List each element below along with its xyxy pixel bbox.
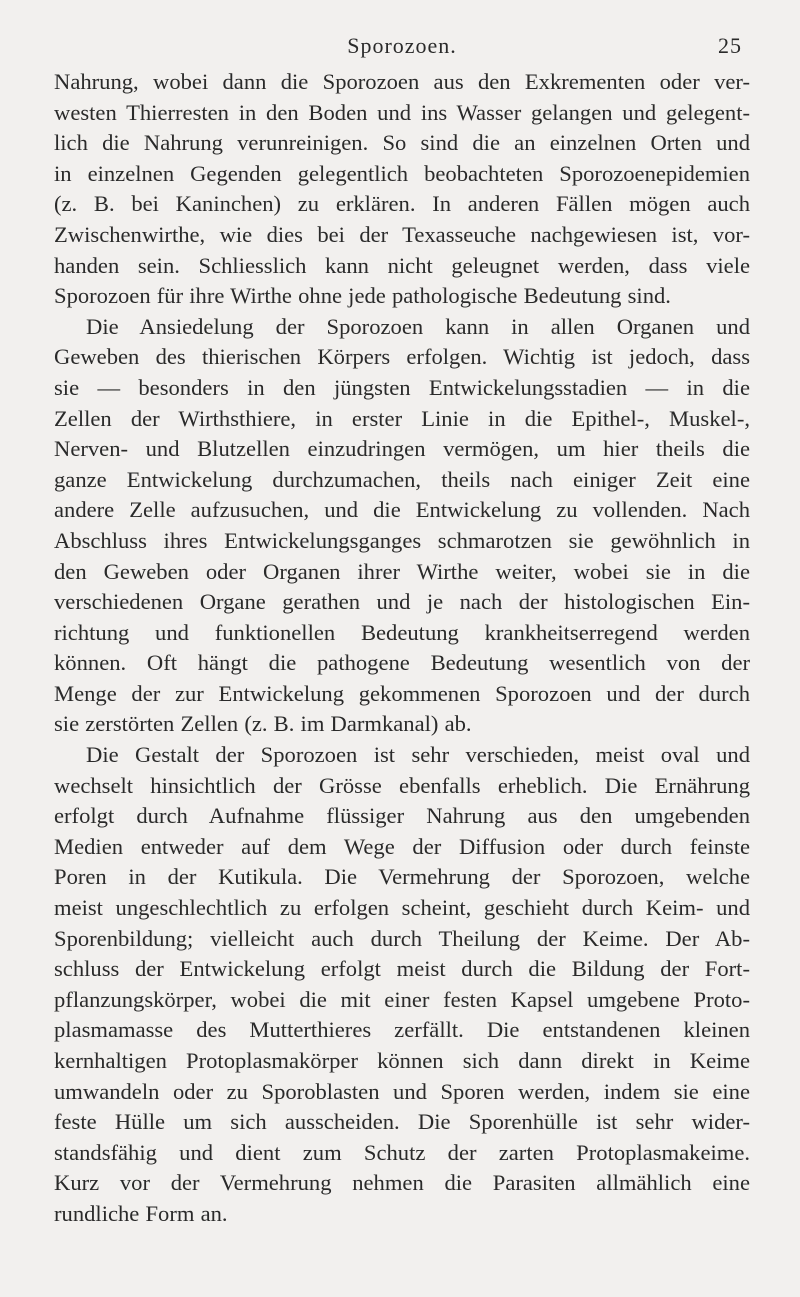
- text-line: feste Hülle um sich ausscheiden. Die Sporenhülle ist sehr wider-: [54, 1109, 750, 1135]
- page-number: 25: [718, 33, 742, 58]
- text-line: ganze Entwickelung durchzumachen, theils nach einiger Zeit eine: [54, 466, 750, 492]
- text-line: rundliche Form an.: [54, 1200, 228, 1226]
- text-line: können. Oft hängt die pathogene Bedeutung wesentlich von der: [54, 650, 750, 676]
- text-line: Zellen der Wirthsthiere, in erster Linie in die Epithel-, Muskel-,: [54, 405, 750, 431]
- text-line: westen Thierresten in den Boden und ins Wasser gelangen und gelegent-: [54, 99, 750, 125]
- text-line: standsfähig und dient zum Schutz der zarten Protoplasmakeime.: [54, 1139, 750, 1165]
- text-line: Abschluss ihres Entwickelungsganges schmarotzen sie gewöhnlich in: [54, 527, 750, 553]
- text-line: Die Ansiedelung der Sporozoen kann in allen Organen und: [86, 313, 750, 339]
- paragraph: [54, 312, 750, 740]
- paragraph: [54, 67, 750, 312]
- text-line: Kurz vor der Vermehrung nehmen die Parasiten allmählich eine: [54, 1170, 750, 1196]
- body-text: [54, 67, 750, 1230]
- text-line: meist ungeschlechtlich zu erfolgen scheint, geschieht durch Keim- und: [54, 895, 750, 921]
- text-line: Sporenbildung; vielleicht auch durch Theilung der Keime. Der Ab-: [54, 925, 750, 951]
- text-line: in einzelnen Gegenden gelegentlich beobachteten Sporozoenepidemien: [54, 160, 750, 186]
- text-line: den Geweben oder Organen ihrer Wirthe weiter, wobei sie in die: [54, 558, 750, 584]
- running-head: [54, 33, 750, 67]
- text-line: Nahrung, wobei dann die Sporozoen aus den Exkrementen oder ver-: [54, 69, 750, 94]
- text-line: Menge der zur Entwickelung gekommenen Sporozoen und der durch: [54, 680, 750, 706]
- text-line: pflanzungskörper, wobei die mit einer festen Kapsel umgebene Proto-: [54, 986, 750, 1012]
- text-line: Nerven- und Blutzellen einzudringen vermögen, um hier theils die: [54, 436, 750, 462]
- text-line: handen sein. Schliesslich kann nicht geleugnet werden, dass viele: [54, 252, 750, 278]
- text-line: plasmamasse des Mutterthieres zerfällt. Die entstandenen kleinen: [54, 1017, 750, 1043]
- text-line: verschiedenen Organe gerathen und je nach der histologischen Ein-: [54, 589, 750, 615]
- paragraph: [54, 740, 750, 1230]
- text-line: erfolgt durch Aufnahme flüssiger Nahrung aus den umgebenden: [54, 803, 750, 829]
- text-line: (z. B. bei Kaninchen) zu erklären. In anderen Fällen mögen auch: [54, 191, 750, 217]
- text-line: Poren in der Kutikula. Die Vermehrung der Sporozoen, welche: [54, 864, 750, 890]
- text-line: Die Gestalt der Sporozoen ist sehr verschieden, meist oval und: [86, 742, 750, 768]
- text-line: richtung und funktionellen Bedeutung krankheitserregend werden: [54, 619, 750, 645]
- text-line: schluss der Entwickelung erfolgt meist durch die Bildung der Fort-: [54, 956, 750, 982]
- text-line: umwandeln oder zu Sporoblasten und Sporen werden, indem sie eine: [54, 1078, 750, 1104]
- text-line: wechselt hinsichtlich der Grösse ebenfalls erheblich. Die Ernährung: [54, 772, 750, 798]
- text-line: Sporozoen für ihre Wirthe ohne jede pathologische Bedeutung sind.: [54, 283, 671, 309]
- text-line: Medien entweder auf dem Wege der Diffusion oder durch feinste: [54, 833, 750, 859]
- text-line: sie zerstörten Zellen (z. B. im Darmkanal) ab.: [54, 711, 472, 737]
- text-line: Geweben des thierischen Körpers erfolgen. Wichtig ist jedoch, dass: [54, 344, 750, 370]
- text-line: kernhaltigen Protoplasmakörper können sich dann direkt in Keime: [54, 1048, 750, 1073]
- text-line: lich die Nahrung verunreinigen. So sind die an einzelnen Orten und: [54, 130, 750, 156]
- text-line: Zwischenwirthe, wie dies bei der Texasseuche nachgewiesen ist, vor-: [54, 221, 750, 247]
- text-line: sie — besonders in den jüngsten Entwickelungsstadien — in die: [54, 374, 750, 400]
- text-line: andere Zelle aufzusuchen, und die Entwickelung zu vollenden. Nach: [54, 497, 750, 523]
- running-title: Sporozoen.: [347, 33, 457, 58]
